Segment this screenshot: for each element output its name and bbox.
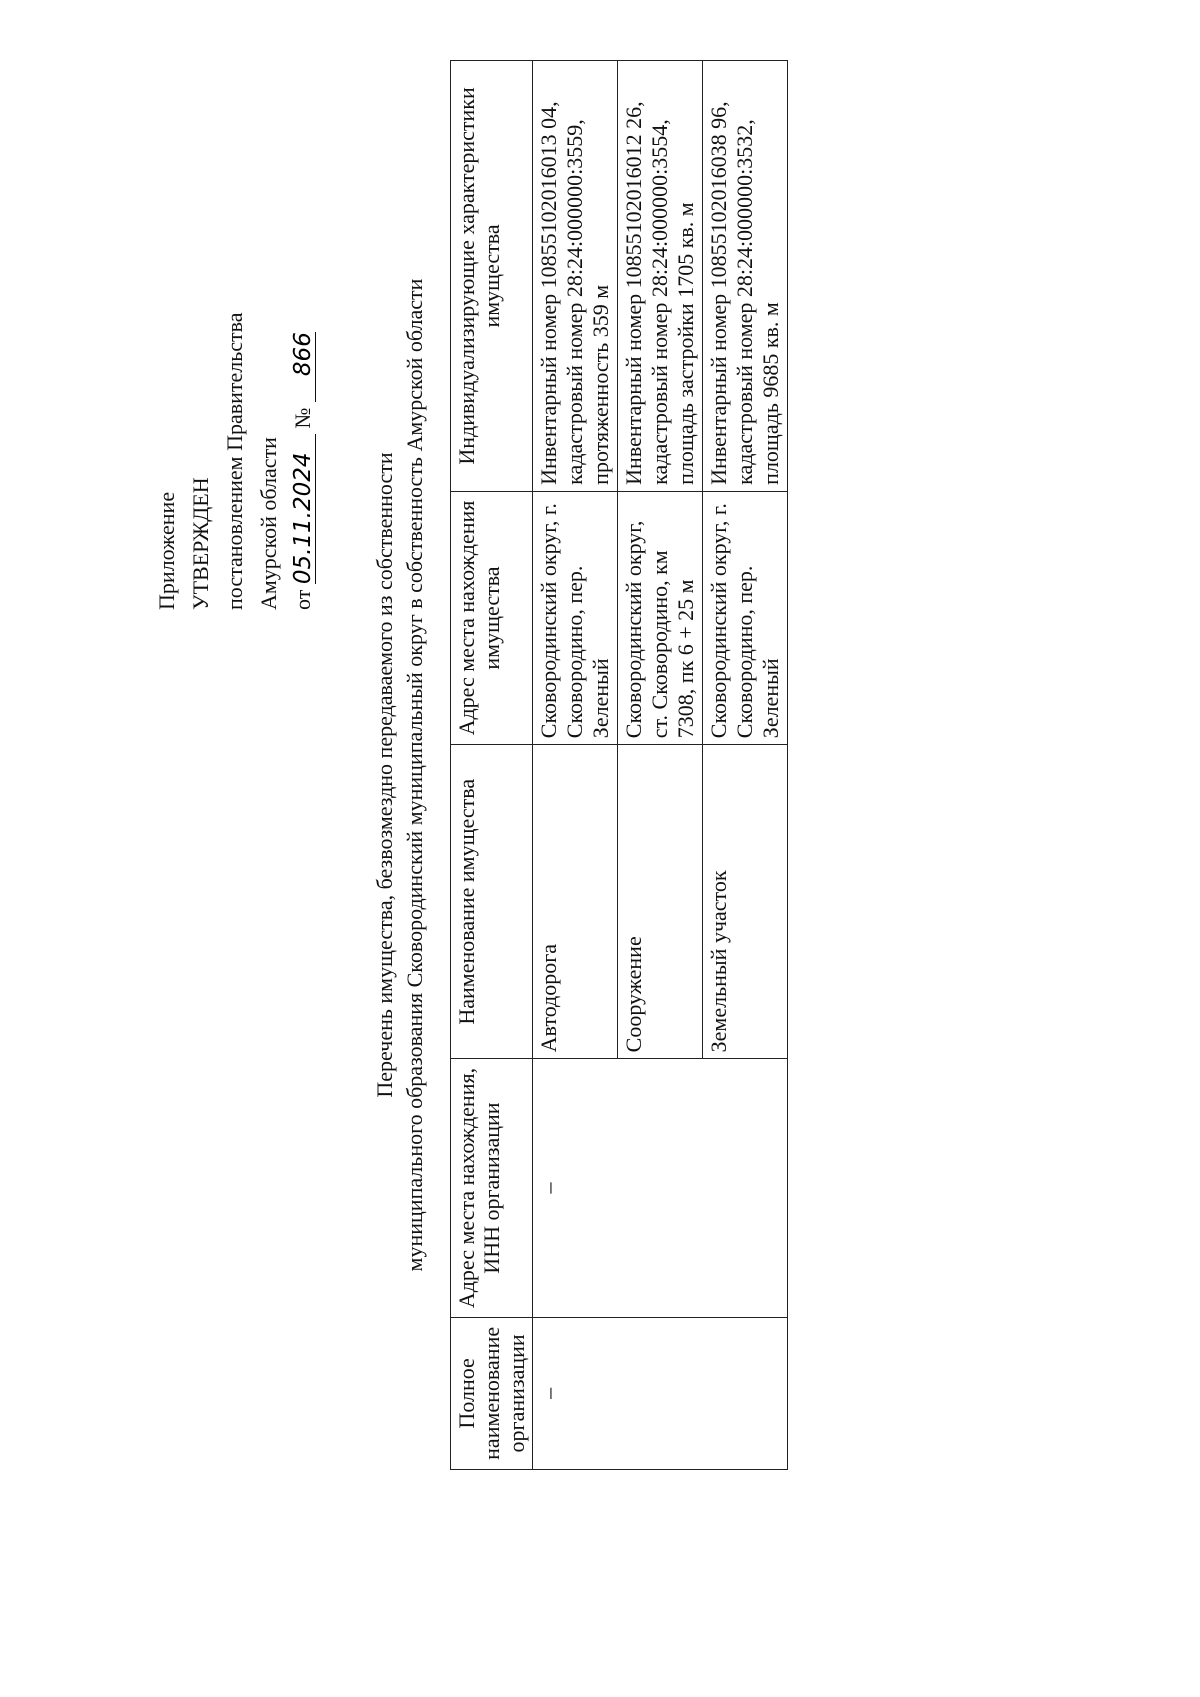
- approval-approved: УТВЕРЖДЕН: [188, 477, 213, 610]
- cell-property-details: Инвентарный номер 10855102016012 26, кадастровый номер 28:24:000000:3554, площадь застройки 1705 кв. м: [618, 61, 703, 492]
- cell-property-name: Сооружение: [618, 745, 703, 1059]
- approval-appendix: Приложение: [154, 491, 179, 610]
- rotated-page: [150, 50, 950, 1500]
- cell-org-name: –: [533, 1317, 788, 1469]
- header-property-details: Индивидуализирующие характеристики имущества: [451, 61, 533, 492]
- cell-property-details: Инвентарный номер 10855102016038 96, кадастровый номер 28:24:000000:3532, площадь 9685 кв. м: [703, 61, 788, 492]
- cell-property-name: Земельный участок: [703, 745, 788, 1059]
- title-line-2: муниципального образования Сковородинский муниципальный округ в собственность Амурской области: [402, 278, 427, 1272]
- approval-date-line: [286, 312, 320, 610]
- cell-property-address: Сковородинский округ, г. Сковородино, пер. Зеленый: [703, 491, 788, 744]
- title-line-1: Перечень имущества, безвозмездно передаваемого из собственности: [372, 452, 397, 1098]
- handwritten-number: 866: [291, 332, 316, 402]
- property-table: [450, 60, 788, 1470]
- table-header-row: [451, 61, 533, 1470]
- number-sign: №: [290, 407, 315, 429]
- cell-org-address: –: [533, 1059, 788, 1317]
- cell-property-address: Сковородинский округ, ст. Сковородино, км 7308, пк 6 + 25 м: [618, 491, 703, 744]
- handwritten-date: 05.11.2024: [291, 434, 316, 584]
- header-org-name: Полное наименование организации: [451, 1317, 533, 1469]
- date-prefix: от: [290, 589, 315, 610]
- approval-decree: постановлением Правительства: [222, 312, 247, 610]
- cell-property-details: Инвентарный номер 10855102016013 04, кадастровый номер 28:24:000000:3559, протяженность 359 м: [533, 61, 618, 492]
- approval-region: Амурской области: [256, 437, 281, 610]
- cell-property-name: Автодорога: [533, 745, 618, 1059]
- header-property-name: Наименование имущества: [451, 745, 533, 1059]
- table-row: [533, 61, 618, 1470]
- header-property-address: Адрес места нахождения имущества: [451, 491, 533, 744]
- document-title: [370, 50, 430, 1500]
- approval-block: [150, 312, 320, 610]
- header-org-address: Адрес места нахождения, ИНН организации: [451, 1059, 533, 1317]
- cell-property-address: Сковородинский округ, г. Сковородино, пер. Зеленый: [533, 491, 618, 744]
